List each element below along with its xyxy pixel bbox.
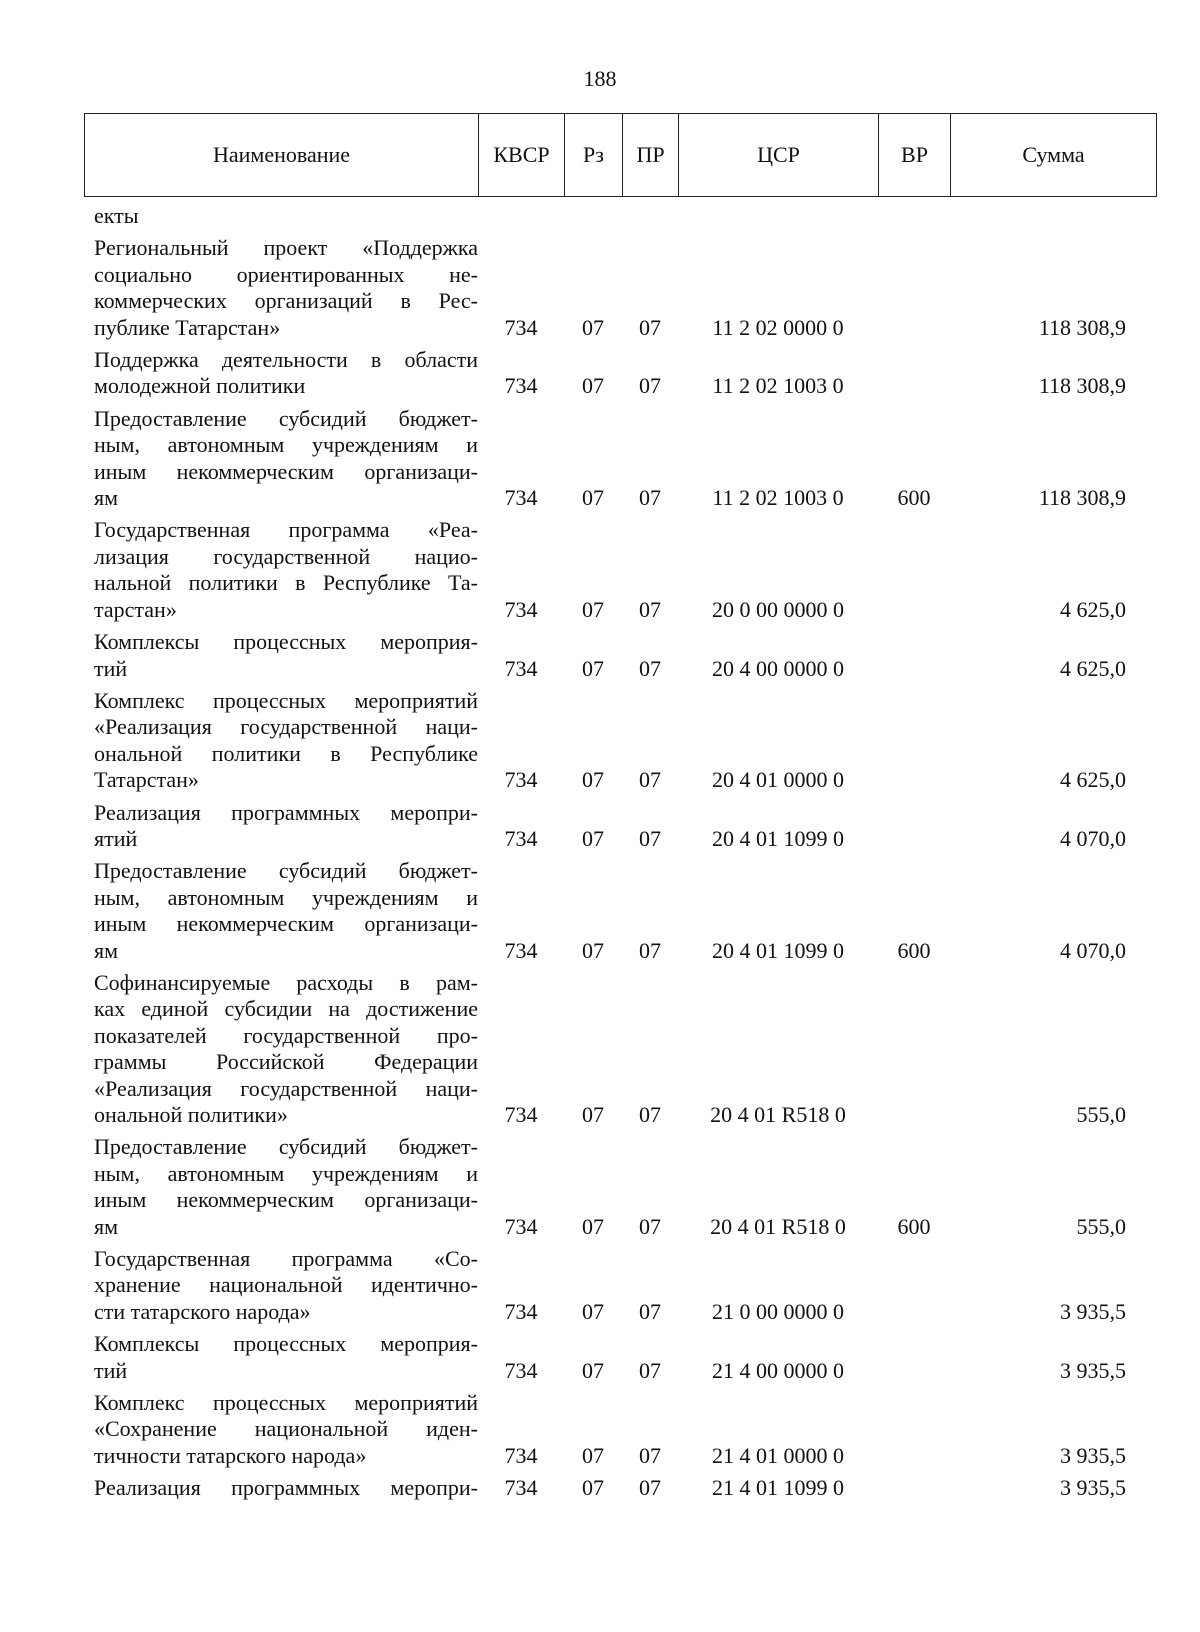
table-row <box>84 1469 1156 1501</box>
name-line: тичности татарского народа» <box>94 1442 367 1468</box>
name-line: Комплекс процессных мероприятий <box>94 1390 478 1416</box>
cell-rz: 07 <box>582 1102 604 1127</box>
cell-rz: 07 <box>582 373 604 399</box>
name-line: ятий <box>94 825 138 851</box>
name-line: Предоставление субсидий бюджет- <box>94 1134 478 1160</box>
table-row <box>84 623 1156 682</box>
table-row <box>84 197 1156 229</box>
cell-kvsr: 734 <box>504 1298 538 1324</box>
name-line: Софинансируемые расходы в рам- <box>94 969 478 995</box>
cell-pr: 07 <box>639 1357 661 1383</box>
cell-name <box>84 341 478 400</box>
cell-name <box>84 1240 478 1325</box>
table-row <box>84 511 1156 623</box>
name-line: иным некоммерческим организаци- <box>94 1187 478 1213</box>
cell-csr: 11 2 02 0000 0 <box>712 314 844 340</box>
name-line: Региональный проект «Поддержка <box>94 235 478 261</box>
cell-csr: 21 4 01 1099 0 <box>712 1475 844 1501</box>
cell-sum: 118 308,9 <box>1038 373 1126 399</box>
cell-name <box>84 682 478 794</box>
cell-kvsr: 734 <box>504 1213 538 1239</box>
cell-kvsr: 734 <box>504 1357 538 1383</box>
cell-pr: 07 <box>639 1475 661 1501</box>
cell-kvsr: 734 <box>504 314 538 340</box>
table-row <box>84 341 1156 400</box>
cell-sum: 4 625,0 <box>1060 596 1126 622</box>
cell-kvsr: 734 <box>504 655 538 681</box>
cell-sum: 3 935,5 <box>1060 1475 1126 1501</box>
name-line: коммерческих организаций в Рес- <box>94 288 478 314</box>
name-line: ным, автономным учреждениям и <box>94 1160 478 1186</box>
cell-pr: 07 <box>639 655 661 681</box>
name-line: Государственная программа «Реа- <box>94 517 478 543</box>
table-row <box>84 1128 1156 1240</box>
header-sum: Сумма <box>951 114 1157 197</box>
cell-pr: 07 <box>639 596 661 622</box>
name-line: нальной политики в Республике Та- <box>94 570 478 596</box>
name-line: граммы Российской Федерации <box>94 1049 478 1075</box>
name-line: иным некоммерческим организаци- <box>94 911 478 937</box>
cell-rz: 07 <box>582 1213 604 1239</box>
name-line: социально ориентированных не- <box>94 261 478 287</box>
name-line: «Реализация государственной наци- <box>94 714 478 740</box>
name-line: Поддержка деятельности в области <box>94 347 478 373</box>
cell-name <box>84 1325 478 1384</box>
cell-pr: 07 <box>639 314 661 340</box>
table-row <box>84 229 1156 341</box>
cell-sum: 3 935,5 <box>1060 1442 1126 1468</box>
cell-sum: 118 308,9 <box>1038 314 1126 340</box>
cell-kvsr: 734 <box>504 937 538 963</box>
table-row <box>84 794 1156 853</box>
table-body <box>84 197 1156 1502</box>
name-line: Комплексы процессных мероприя- <box>94 629 478 655</box>
cell-vr: 600 <box>897 1213 931 1239</box>
cell-vr: 600 <box>897 937 931 963</box>
cell-pr: 07 <box>639 1442 661 1468</box>
cell-kvsr: 734 <box>504 1102 538 1127</box>
cell-csr: 20 4 01 R518 0 <box>710 1213 846 1239</box>
header-kvsr: КВСР <box>479 114 565 197</box>
name-line: молодежной политики <box>94 373 306 399</box>
cell-sum: 118 308,9 <box>1038 485 1126 511</box>
cell-name <box>84 1384 478 1469</box>
name-line: Предоставление субсидий бюджет- <box>94 858 478 884</box>
cell-rz: 07 <box>582 314 604 340</box>
table-row <box>84 1240 1156 1325</box>
cell-rz: 07 <box>582 1298 604 1324</box>
cell-rz: 07 <box>582 937 604 963</box>
name-line: ям <box>94 1213 119 1239</box>
cell-csr: 21 4 01 0000 0 <box>712 1442 844 1468</box>
table-row <box>84 1325 1156 1384</box>
name-line: ям <box>94 485 119 511</box>
cell-kvsr: 734 <box>504 485 538 511</box>
header-rz: Рз <box>565 114 623 197</box>
cell-sum: 555,0 <box>1076 1102 1126 1127</box>
cell-name <box>84 400 478 512</box>
cell-vr: 600 <box>897 485 931 511</box>
name-line: ям <box>94 937 119 963</box>
name-line: ональной политики» <box>94 1102 288 1127</box>
name-line: Комплекс процессных мероприятий <box>94 687 478 713</box>
cell-name <box>84 229 478 341</box>
cell-name <box>84 511 478 623</box>
cell-kvsr: 734 <box>504 825 538 851</box>
cell-name <box>84 852 478 964</box>
cell-csr: 21 4 00 0000 0 <box>712 1357 844 1383</box>
cell-kvsr: 734 <box>504 373 538 399</box>
name-line: публике Татарстан» <box>94 314 281 340</box>
cell-sum: 4 070,0 <box>1060 937 1126 963</box>
cell-name <box>84 794 478 853</box>
cell-rz: 07 <box>582 596 604 622</box>
cell-csr: 20 4 01 1099 0 <box>712 825 844 851</box>
cell-sum: 4 625,0 <box>1060 767 1126 793</box>
cell-name <box>84 964 478 1128</box>
name-line: лизация государственной нацио- <box>94 543 478 569</box>
cell-pr: 07 <box>639 373 661 399</box>
table-header <box>84 113 1157 197</box>
header-csr: ЦСР <box>679 114 879 197</box>
name-line: тий <box>94 1357 128 1383</box>
name-line: показателей государственной про- <box>94 1022 478 1048</box>
cell-sum: 4 625,0 <box>1060 655 1126 681</box>
name-line: екты <box>94 203 139 228</box>
cell-rz: 07 <box>582 1357 604 1383</box>
cell-csr: 11 2 02 1003 0 <box>712 485 844 511</box>
name-line: Реализация программных меропри- <box>94 799 478 825</box>
name-line: сти татарского народа» <box>94 1298 311 1324</box>
cell-rz: 07 <box>582 655 604 681</box>
cell-kvsr: 734 <box>504 1475 538 1501</box>
cell-sum: 4 070,0 <box>1060 825 1126 851</box>
name-line: ным, автономным учреждениям и <box>94 884 478 910</box>
cell-pr: 07 <box>639 767 661 793</box>
cell-pr: 07 <box>639 1298 661 1324</box>
cell-pr: 07 <box>639 937 661 963</box>
cell-csr: 20 4 01 1099 0 <box>712 937 844 963</box>
page-number: 188 <box>583 66 617 91</box>
name-line: Татарстан» <box>94 767 199 793</box>
name-line: Реализация программных меропри- <box>94 1475 478 1501</box>
name-line: «Реализация государственной наци- <box>94 1075 478 1101</box>
cell-kvsr: 734 <box>504 1442 538 1468</box>
cell-rz: 07 <box>582 1475 604 1501</box>
table-row <box>84 1384 1156 1469</box>
name-line: ональной политики в Республике <box>94 740 478 766</box>
name-line: тий <box>94 655 128 681</box>
cell-pr: 07 <box>639 825 661 851</box>
cell-name <box>84 1128 478 1240</box>
cell-csr: 20 4 01 0000 0 <box>712 767 844 793</box>
table-row <box>84 852 1156 964</box>
cell-csr: 11 2 02 1003 0 <box>712 373 844 399</box>
name-line: Государственная программа «Со- <box>94 1246 478 1272</box>
cell-csr: 20 4 00 0000 0 <box>712 655 844 681</box>
table-row <box>84 964 1156 1128</box>
name-line: Предоставление субсидий бюджет- <box>94 405 478 431</box>
cell-name <box>84 1469 478 1501</box>
cell-rz: 07 <box>582 1442 604 1468</box>
name-line: тарстан» <box>94 596 177 622</box>
cell-rz: 07 <box>582 825 604 851</box>
cell-csr: 21 0 00 0000 0 <box>712 1298 844 1324</box>
cell-kvsr: 734 <box>504 596 538 622</box>
cell-pr: 07 <box>639 485 661 511</box>
cell-sum: 3 935,5 <box>1060 1298 1126 1324</box>
header-name: Наименование <box>85 114 479 197</box>
table-row <box>84 682 1156 794</box>
cell-name <box>84 623 478 682</box>
cell-name <box>84 197 478 229</box>
cell-pr: 07 <box>639 1213 661 1239</box>
cell-pr: 07 <box>639 1102 661 1127</box>
name-line: ным, автономным учреждениям и <box>94 432 478 458</box>
name-line: хранение национальной идентично- <box>94 1272 478 1298</box>
cell-csr: 20 4 01 R518 0 <box>710 1102 846 1127</box>
cell-sum: 3 935,5 <box>1060 1357 1126 1383</box>
cell-rz: 07 <box>582 485 604 511</box>
name-line: Комплексы процессных мероприя- <box>94 1331 478 1357</box>
name-line: «Сохранение национальной иден- <box>94 1416 478 1442</box>
header-pr: ПР <box>623 114 679 197</box>
table-row <box>84 400 1156 512</box>
name-line: иным некоммерческим организаци- <box>94 458 478 484</box>
name-line: ках единой субсидии на достижение <box>94 996 478 1022</box>
header-vr: ВР <box>879 114 951 197</box>
cell-sum: 555,0 <box>1076 1213 1126 1239</box>
cell-csr: 20 0 00 0000 0 <box>712 596 844 622</box>
cell-kvsr: 734 <box>504 767 538 793</box>
cell-rz: 07 <box>582 767 604 793</box>
